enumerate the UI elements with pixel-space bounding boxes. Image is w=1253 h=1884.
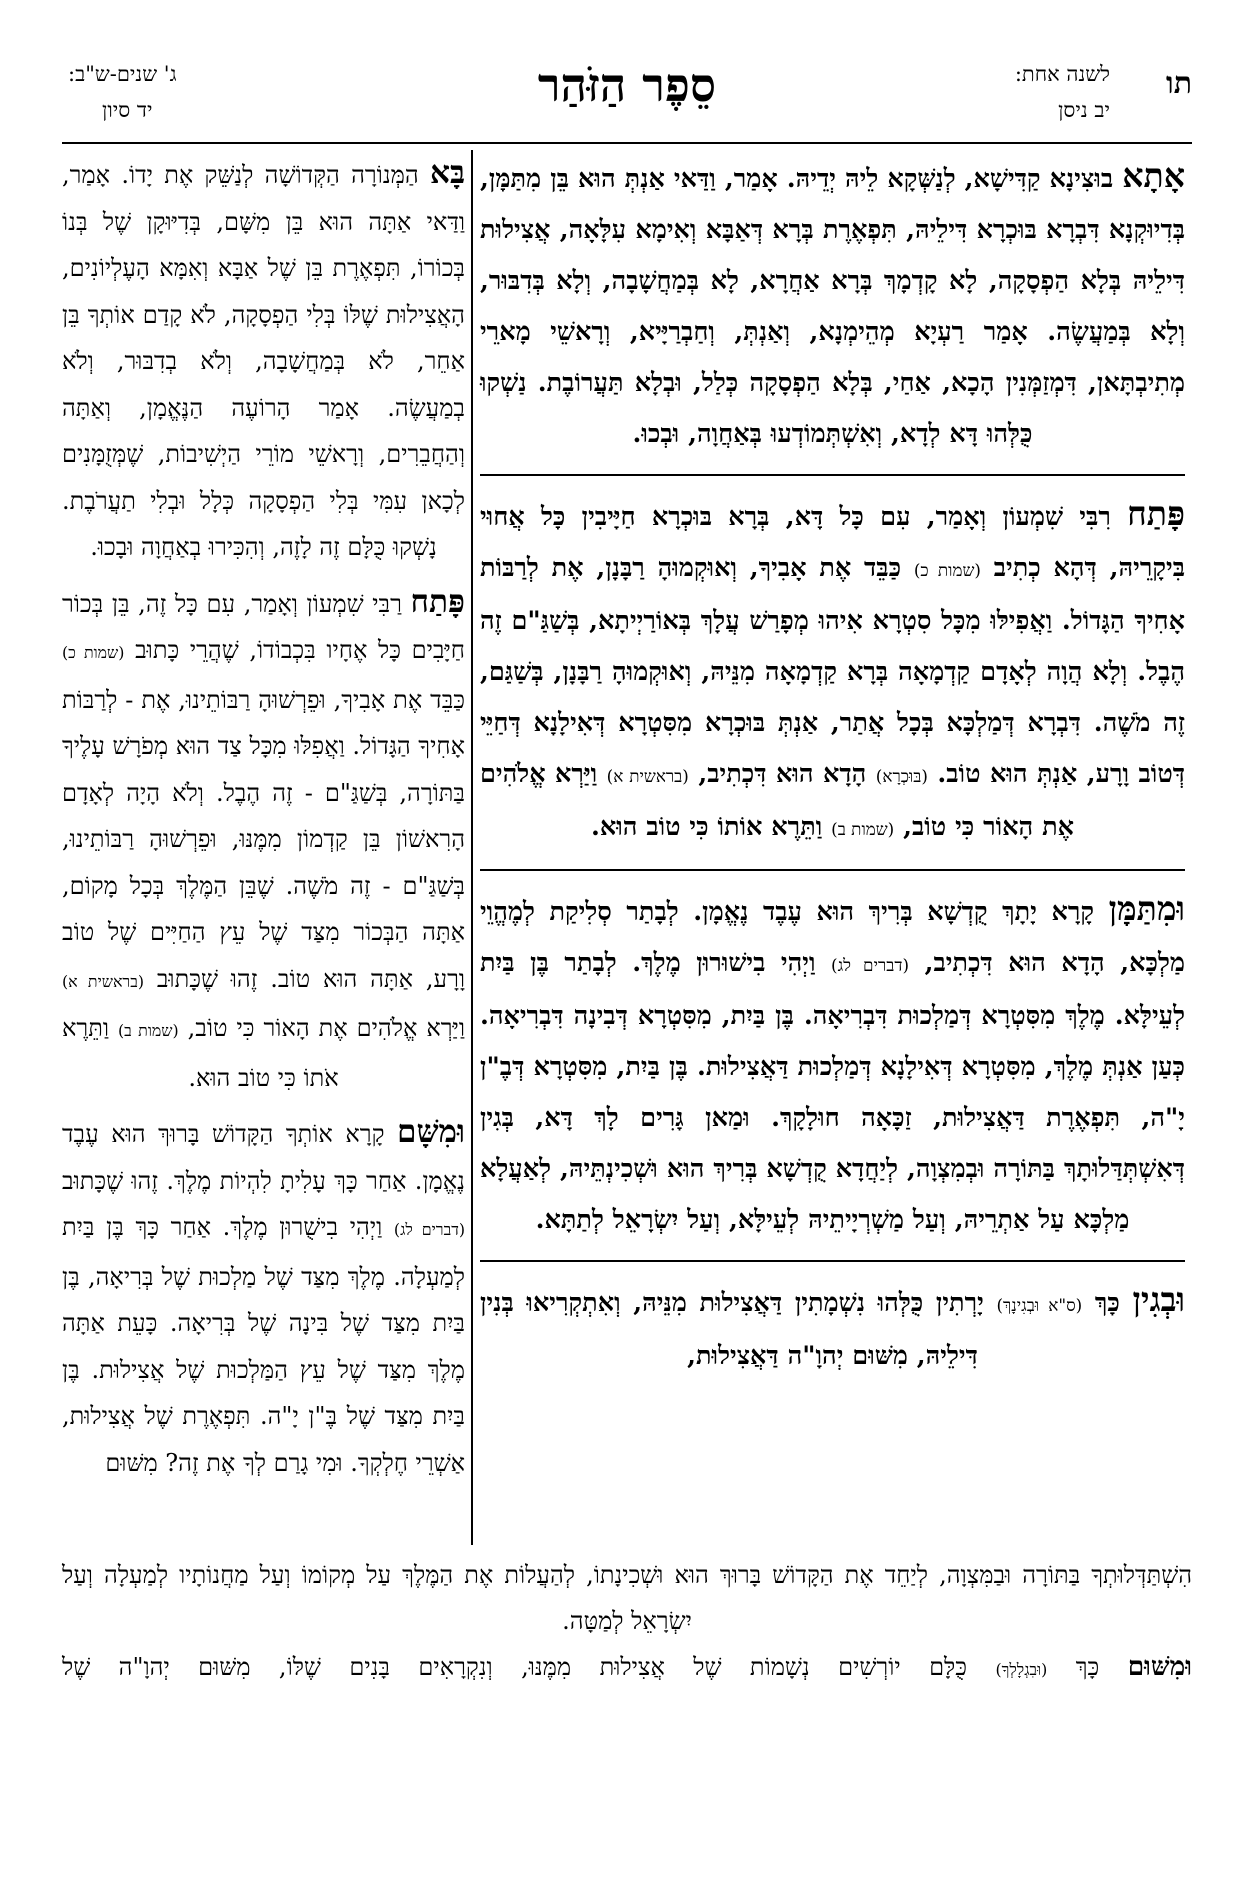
paragraph-text: וַיְהִי בִישֻׁרוּן מֶלֶךְ. אַחַר כָּךְ בֶּן בַּיִת לְמַעְלָה. מֶלֶךְ מִצַּד שֶׁל מַלְכוּת שֶׁל בְּרִיאָה, בֶּן בַּיִת מִצַּד שֶׁל בִּינָה שֶׁל בְּרִיאָה. כָּעֵת אַתָּה מֶלֶךְ מִצַּד שֶׁל עֵץ הַמַּלְכוּת שֶׁל אֲצִילוּת. בֶּן בַּיִת מִצַּד שֶׁל בֶּ"ן יָ"ה. תִּפְאֶרֶת שֶׁל אֲצִילוּת, אַשְׁרֵי חֶלְקְךָ. וּמִי גָרַם לְךָ אֶת זֶה? מִשּׁוּם bbox=[62, 1213, 465, 1477]
column-divider bbox=[471, 150, 473, 1545]
paragraph-text: קָרָא אוֹתְךָ הַקָּדוֹשׁ בָּרוּךְ הוּא עֶבֶד נֶאֱמָן. אַחַר כָּךְ עָלִיתָ לִהְיוֹת מֶלֶךְ. זֶהוּ שֶׁכָּתוּב bbox=[62, 1120, 465, 1195]
opening-word: בָּא bbox=[429, 155, 465, 191]
paragraph-text: כַּבֵּד אֶת אָבִיךָ, וְאוּקְמוּהָ רַבָּנָן, אֶת לְרַבּוֹת אָחִיךָ הַגָּדוֹל. וַאֲפִילּוּ מִכָּל סִטְרָא אִיהוּ מְפָרַשׁ עֲלָךְ בְּאוֹרַיְיתָא, בְּשַׁגַּ"ם זֶה הֶבֶל. וְלָא הֲוָה לְאָדָם קַדְמָאָה בְּרָא קַדְמָאָה מִנֵּיהּ, וְאוּקְמוּהָ רַבָּנָן, בְּשַׁגַּם, זֶה מֹשֶׁה. דִּבְרָא דְּמַלְכָּא בְּכָל אֲתַר, אַנְתְּ בּוּכְרָא מִסִּטְרָא דְּאִילָנָא דְּחַיֵּי דְּטוֹב וָרָע, אַנְתְּ הוּא טוֹב. bbox=[480, 553, 1186, 789]
hebrew-translation-column bbox=[62, 150, 465, 1550]
translation-continuation bbox=[62, 1552, 1192, 1693]
opening-word: פָּתַח bbox=[1127, 494, 1185, 533]
translation-paragraph bbox=[62, 1109, 465, 1486]
paragraph-text: כֻּלָּם יוֹרְשִׁים נְשָׁמוֹת שֶׁל אֲצִילוּת מִמֶּנּוּ, וְנִקְרָאִים בָּנִים שֶׁלּוֹ, מִשּׁוּם יְהוָ"ה שֶׁל bbox=[62, 1653, 996, 1681]
aramaic-paragraph bbox=[480, 883, 1185, 1246]
paragraph-text: יָרְתִין כֻּלְּהוּ נִשְׁמָתִין דַּאֲצִילוּת מִנֵּיהּ, וְאִתְקְרִיאוּ בְּנִין דִּילֵיהּ, מִשּׁוּם יְהוָ"ה דַּאֲצִילוּת, bbox=[480, 1288, 997, 1371]
paragraph-text: וַיַּרְא אֱלֹהִים אֶת הָאוֹר כִּי טוֹב, bbox=[178, 1014, 465, 1042]
opening-word: פָּתַח bbox=[410, 583, 465, 620]
schedule-label-three-years: ג' שנים-ש"ב: bbox=[68, 62, 177, 86]
translation-paragraph bbox=[62, 1644, 1192, 1693]
verse-reference: (דברים לג) bbox=[831, 955, 910, 975]
header-rule bbox=[62, 142, 1192, 144]
schedule-label-one-year: לשנה אחת: bbox=[1014, 62, 1110, 86]
variant-note: (בּוּכְרָא) bbox=[875, 766, 928, 786]
verse-reference: (שמות ב) bbox=[117, 1021, 179, 1040]
paragraph-text: הַמְּנוֹרָה הַקְּדוֹשָׁה לְנַשֵּׁק אֶת יָדוֹ. אָמַר, וַדַּאי אַתָּה הוּא בֵּן מִשָּׁם, בְּדִיּוּקָן שֶׁל בְּנוֹ בְּכוֹרוֹ, תִּפְאֶרֶת בֵּן שֶׁל אַבָּא וְאִמָּא הָעֶלְיוֹנִים, הָאֲצִילוּת שֶׁלּוֹ בְּלִי הַפְסָקָה, לֹא קָדַם אוֹתְךָ בֵּן אַחֵר, לֹא בְּמַחֲשָׁבָה, וְלֹא בְדִבּוּר, וְלֹא בְמַעֲשֶׂה. אָמַר הָרוֹעֶה הַנֶּאֱמָן, וְאַתָּה וְהַחֲבֵרִים, וְרָאשֵׁי מוֹרֵי הַיְשִׁיבוֹת, שֶׁמְּזֻמָּנִים לְכָאן עִמִּי בְּלִי הַפְסָקָה כְּלָל וּבְלִי תַעֲרֹבֶת. נָשְׁקוּ כֻּלָּם זֶה לָזֶה, וְהִכִּירוּ בְאַחֲוָה וּבָכוּ. bbox=[62, 161, 465, 561]
book-title: סֵפֶר הַזֹּהַר bbox=[537, 58, 717, 112]
variant-note: (וּבִגְלָלְךָ) bbox=[995, 1660, 1048, 1679]
verse-reference: (שמות כ) bbox=[62, 643, 125, 662]
verse-reference: (שמות ב) bbox=[831, 819, 895, 839]
paragraph-text: כַּבֵּד אֶת אָבִיךָ, וּפֵרְשׁוּהָ רַבּוֹתֵינוּ, אֶת - לְרַבּוֹת אָחִיךָ הַגָּדוֹל. וַאֲפִלּוּ מִכָּל צַד הוּא מְפֹרָשׁ עָלֶיךָ בַּתּוֹרָה, בְּשַׁגַּ"ם - זֶה הֶבֶל. וְלֹא הָיָה לְאָדָם הָרִאשׁוֹן בֵּן קַדְמוֹן מִמֶּנּוּ, וּפֵרְשׁוּהָ רַבּוֹתֵינוּ, בְּשַׁגַּ"ם - זֶה מֹשֶׁה. שֶׁבֵּן הַמֶּלֶךְ בְּכָל מָקוֹם, אַתָּה הַבְּכוֹר מִצַּד שֶׁל עֵץ הַחַיִּים שֶׁל טוֹב וָרָע, אַתָּה הוּא טוֹב. זֶהוּ שֶׁכָּתוּב bbox=[62, 685, 465, 993]
paragraph-text: וַיַּרְא אֱלֹהִים אֶת הָאוֹר כִּי טוֹב, bbox=[480, 759, 1074, 842]
paragraph-divider bbox=[480, 869, 1185, 871]
translation-paragraph bbox=[62, 150, 465, 571]
paragraph-text: כָּךְ bbox=[1047, 1653, 1128, 1681]
verse-reference: (בראשית א) bbox=[606, 766, 689, 786]
opening-word: וּבְגִין bbox=[1132, 1280, 1185, 1319]
paragraph-text: הָדָא הוּא דִּכְתִיב, bbox=[688, 759, 876, 789]
page-number: תו bbox=[1166, 66, 1192, 101]
aramaic-column bbox=[480, 150, 1185, 1550]
paragraph-divider bbox=[480, 474, 1185, 476]
schedule-date-one-year: יב ניסן bbox=[1058, 98, 1110, 122]
variant-note: (ס"א וּבְגִינָךְ) bbox=[996, 1295, 1083, 1315]
verse-reference: (שמות כ) bbox=[913, 560, 981, 580]
paragraph-text: רִבִּי שִׁמְעוֹן וְאָמַר, עִם כָּל דָּא, בְּרָא בּוּכְרָא חַיָּיבִין כָּל אֲחוּי בִּיקָרֵיהּ, דְּהָא כְתִיב bbox=[480, 502, 1185, 583]
paragraph-text: קָרָא יָתָךְ קֻדְשָׁא בְּרִיךְ הוּא עֶבֶד נֶאֱמָן. לְבָתַר סְלִיקַת לְמֶהֱוֵי מַלְכָּא, הָדָא הוּא דִּכְתִיב, bbox=[480, 897, 1185, 978]
opening-word: וּמִשּׁוּם bbox=[1127, 1651, 1192, 1682]
opening-word: וּמִתַּמָּן bbox=[1108, 889, 1185, 928]
opening-word: וּמִשָּׁם bbox=[396, 1114, 465, 1150]
opening-word: אָתָא bbox=[1122, 156, 1185, 195]
continuation-line: הִשְׁתַּדְּלוּתְךָ בַּתּוֹרָה וּבַמִּצְוָה, לְיַחֵד אֶת הַקָּדוֹשׁ בָּרוּךְ הוּא וּשְׁכִינָתוֹ, לְהַעֲלוֹת אֶת הַמֶּלֶךְ עַל מְקוֹמוֹ וְעַל מַחֲנוֹתָיו לְמַעְלָה וְעַל יִשְׂרָאֵל לְמַטָּה. bbox=[62, 1561, 1193, 1635]
aramaic-paragraph bbox=[480, 150, 1185, 460]
paragraph-text: וַיְהִי בִישׁוּרוּן מֶלֶךְ. לְבָתַר בֶּן בַּיִת לְעֵילָּא. מֶלֶךְ מִסִּטְרָא דְּמַלְכוּת דִּבְרִיאָה. בֶּן בַּיִת, מִסִּטְרָא דְּבִינָה דִּבְרִיאָה. כְּעַן אַנְתְּ מֶלֶךְ, מִסִּטְרָא דְּאִילָנָא דְּמַלְכוּת דַּאֲצִילוּת. בֶּן בַּיִת, מִסִּטְרָא דְּבֶ"ן יָ"ה, תִּפְאֶרֶת דַּאֲצִילוּת, זַכָּאָה חוּלָקָךְ. וּמַאן גָּרִים לָךְ דָּא, בְּגִין דְּאִשְׁתְּדַּלוּתָךְ בַּתּוֹרָה וּבְמִצְוָה, לְיַחֲדָא קֻדְשָׁא בְּרִיךְ הוּא וּשְׁכִינְתֵּיהּ, לְאַעֲלָא מַלְכָּא עַל אַתְרֵיהּ, וְעַל מַשְׁרְיָיתֵיהּ לְעֵילָּא, וְעַל יִשְׂרָאֵל לְתַתָּא. bbox=[480, 948, 1185, 1235]
aramaic-paragraph bbox=[480, 488, 1185, 855]
paragraph-text: בוּצִינָא קַדִּישָׁא, לְנַשְּׁקָא לֵיהּ יְדֵיהּ. אָמַר, וַדַּאי אַנְתְּ הוּא בֵּן מִתַּמָּן, בְּדִיוּקְנָא דִּבְרָא בּוּכְרָא דִּילֵיהּ, תִּפְאֶרֶת בְּרָא דְּאַבָּא וְאִימָא עִלָּאָה, אֲצִילוּת דִּילֵיהּ בְּלָא הַפְסָקָה, לָא קָדְמָךְ בְּרָא אַחֲרָא, לָא בְּמַחֲשָׁבָה, וְלָא בְּדִבּוּר, וְלָא בְּמַעֲשֶׂה. אָמַר רַעְיָא מְהֵימְנָא, וְאַנְתְּ, וְחַבְרַיָּיא, וְרָאשֵׁי מָארֵי מְתִיבְתָּאן, דִּמְזַמְּנִין הָכָא, אַחַי, בְּלָא הַפְסָקָה כְּלַל, וּבְלָא תַּעֲרוֹבֶת. נַשְׁקוּ כֻּלְּהוּ דָּא לְדָא, וְאִשְׁתְּמוֹדְעוּ בְּאַחֲוָה, וּבְכוּ. bbox=[480, 164, 1185, 449]
paragraph-text: רַבִּי שִׁמְעוֹן וְאָמַר, עִם כָּל זֶה, בֵּן בְּכוֹר חַיָּבִים כָּל אֶחָיו בִּכְבוֹדוֹ, שֶׁהֲרֵי כָּתוּב bbox=[62, 589, 465, 664]
schedule-date-three-years: יד סיון bbox=[102, 98, 153, 122]
verse-reference: (בראשית א) bbox=[62, 971, 145, 991]
paragraph-divider bbox=[480, 1260, 1185, 1262]
paragraph-text: וַתֵּרֶא אֹתוֹ כִּי טוֹב הוּא. bbox=[62, 1014, 339, 1092]
translation-paragraph bbox=[62, 579, 465, 1102]
verse-reference: (דברים לג) bbox=[393, 1220, 465, 1239]
aramaic-paragraph bbox=[480, 1274, 1185, 1382]
paragraph-text: וַתֵּרֶא אוֹתוֹ כִּי טוֹב הוּא. bbox=[591, 812, 832, 842]
page-header bbox=[62, 58, 1192, 148]
paragraph-text: כָּךְ bbox=[1082, 1288, 1133, 1318]
